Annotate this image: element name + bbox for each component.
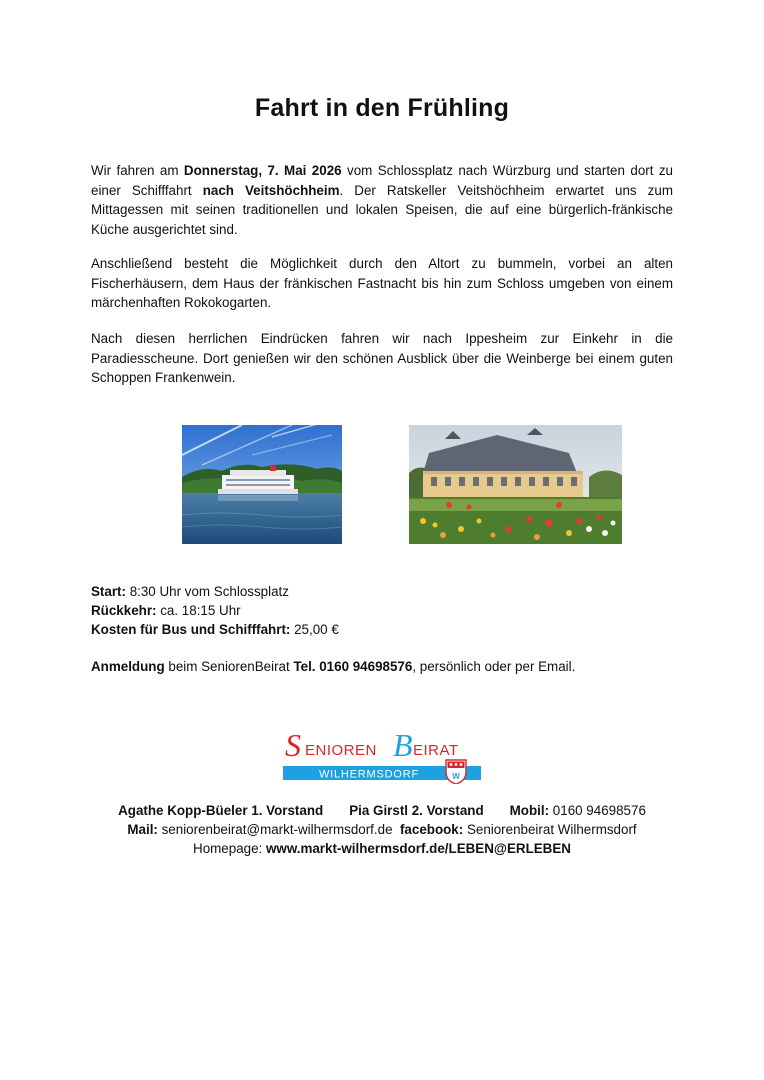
logo-place-name: WILHERMSDORF [318, 768, 420, 781]
facebook-name: Seniorenbeirat Wilhermsdorf [463, 822, 637, 837]
ship-photo [182, 425, 342, 544]
start-line: Start: 8:30 Uhr vom Schlossplatz [91, 584, 289, 599]
trip-destination: nach Veitshöchheim [202, 182, 340, 198]
mobile-contact: Mobil: 0160 94698576 [509, 803, 646, 818]
crest-icon [446, 760, 466, 784]
crest-letter: W [452, 772, 460, 781]
paragraph-evening: Nach diesen herrlichen Eindrücken fahren wir nach Ippesheim zur Einkehr in die Paradiesscheune. Dort genießen wir den schönen Ausblick über die Weinberge bei einem guten Schoppen Frankenwein. [91, 331, 673, 385]
logo-letter-s: S [285, 728, 301, 763]
registration-phone: Tel. 0160 94698576 [293, 659, 413, 674]
email-address: seniorenbeirat@markt-wilhermsdorf.de [157, 822, 393, 837]
logo-word-eirat: EIRAT [413, 742, 459, 759]
footer-online: Mail: seniorenbeirat@markt-wilhermsdorf.de facebook: Seniorenbeirat Wilhermsdorf [127, 822, 637, 837]
footer-homepage: Homepage: www.markt-wilhermsdorf.de/LEBEN@ERLEBEN [193, 841, 571, 856]
logo-letter-b: B [393, 728, 413, 763]
castle-garden-photo [409, 425, 622, 544]
return-line: Rückkehr: ca. 18:15 Uhr [91, 603, 241, 618]
chair-2: Pia Girstl 2. Vorstand [349, 803, 484, 818]
page-title: Fahrt in den Frühling [254, 94, 510, 122]
registration-line: Anmeldung beim SeniorenBeirat Tel. 0160 94698576, persönlich oder per Email. [91, 659, 576, 674]
paragraph-trip-intro: Wir fahren am Donnerstag, 7. Mai 2026 vom Schlossplatz nach Würzburg und starten dort zu einer Schifffahrt nach Veitshöchheim. Der Ratskeller Veitshöchheim erwartet uns zum Mittagessen mit seinen traditionellen und lokalen Speisen, die auf eine bürgerlich-fränkische Küche ausgerichtet sind. [91, 163, 674, 237]
seniorenbeirat-logo [283, 728, 481, 784]
trip-date: Donnerstag, 7. Mai 2026 [183, 163, 342, 178]
paragraph-afternoon: Anschließend besteht die Möglichkeit durch den Altort zu bummeln, vorbei an alten Fischerhäusern, dem Haus der fränkischen Fastnacht bis hin zum Schloss umgeben von einem märchenhaften Rokokogarten. [91, 256, 673, 310]
cost-line: Kosten für Bus und Schifffahrt: 25,00 € [91, 622, 339, 637]
chair-1: Agathe Kopp-Büeler 1. Vorstand [118, 803, 324, 818]
footer-contacts [0, 801, 764, 820]
homepage-url: www.markt-wilhermsdorf.de/LEBEN@ERLEBEN [265, 841, 571, 856]
logo-word-enioren: ENIOREN [305, 742, 377, 759]
